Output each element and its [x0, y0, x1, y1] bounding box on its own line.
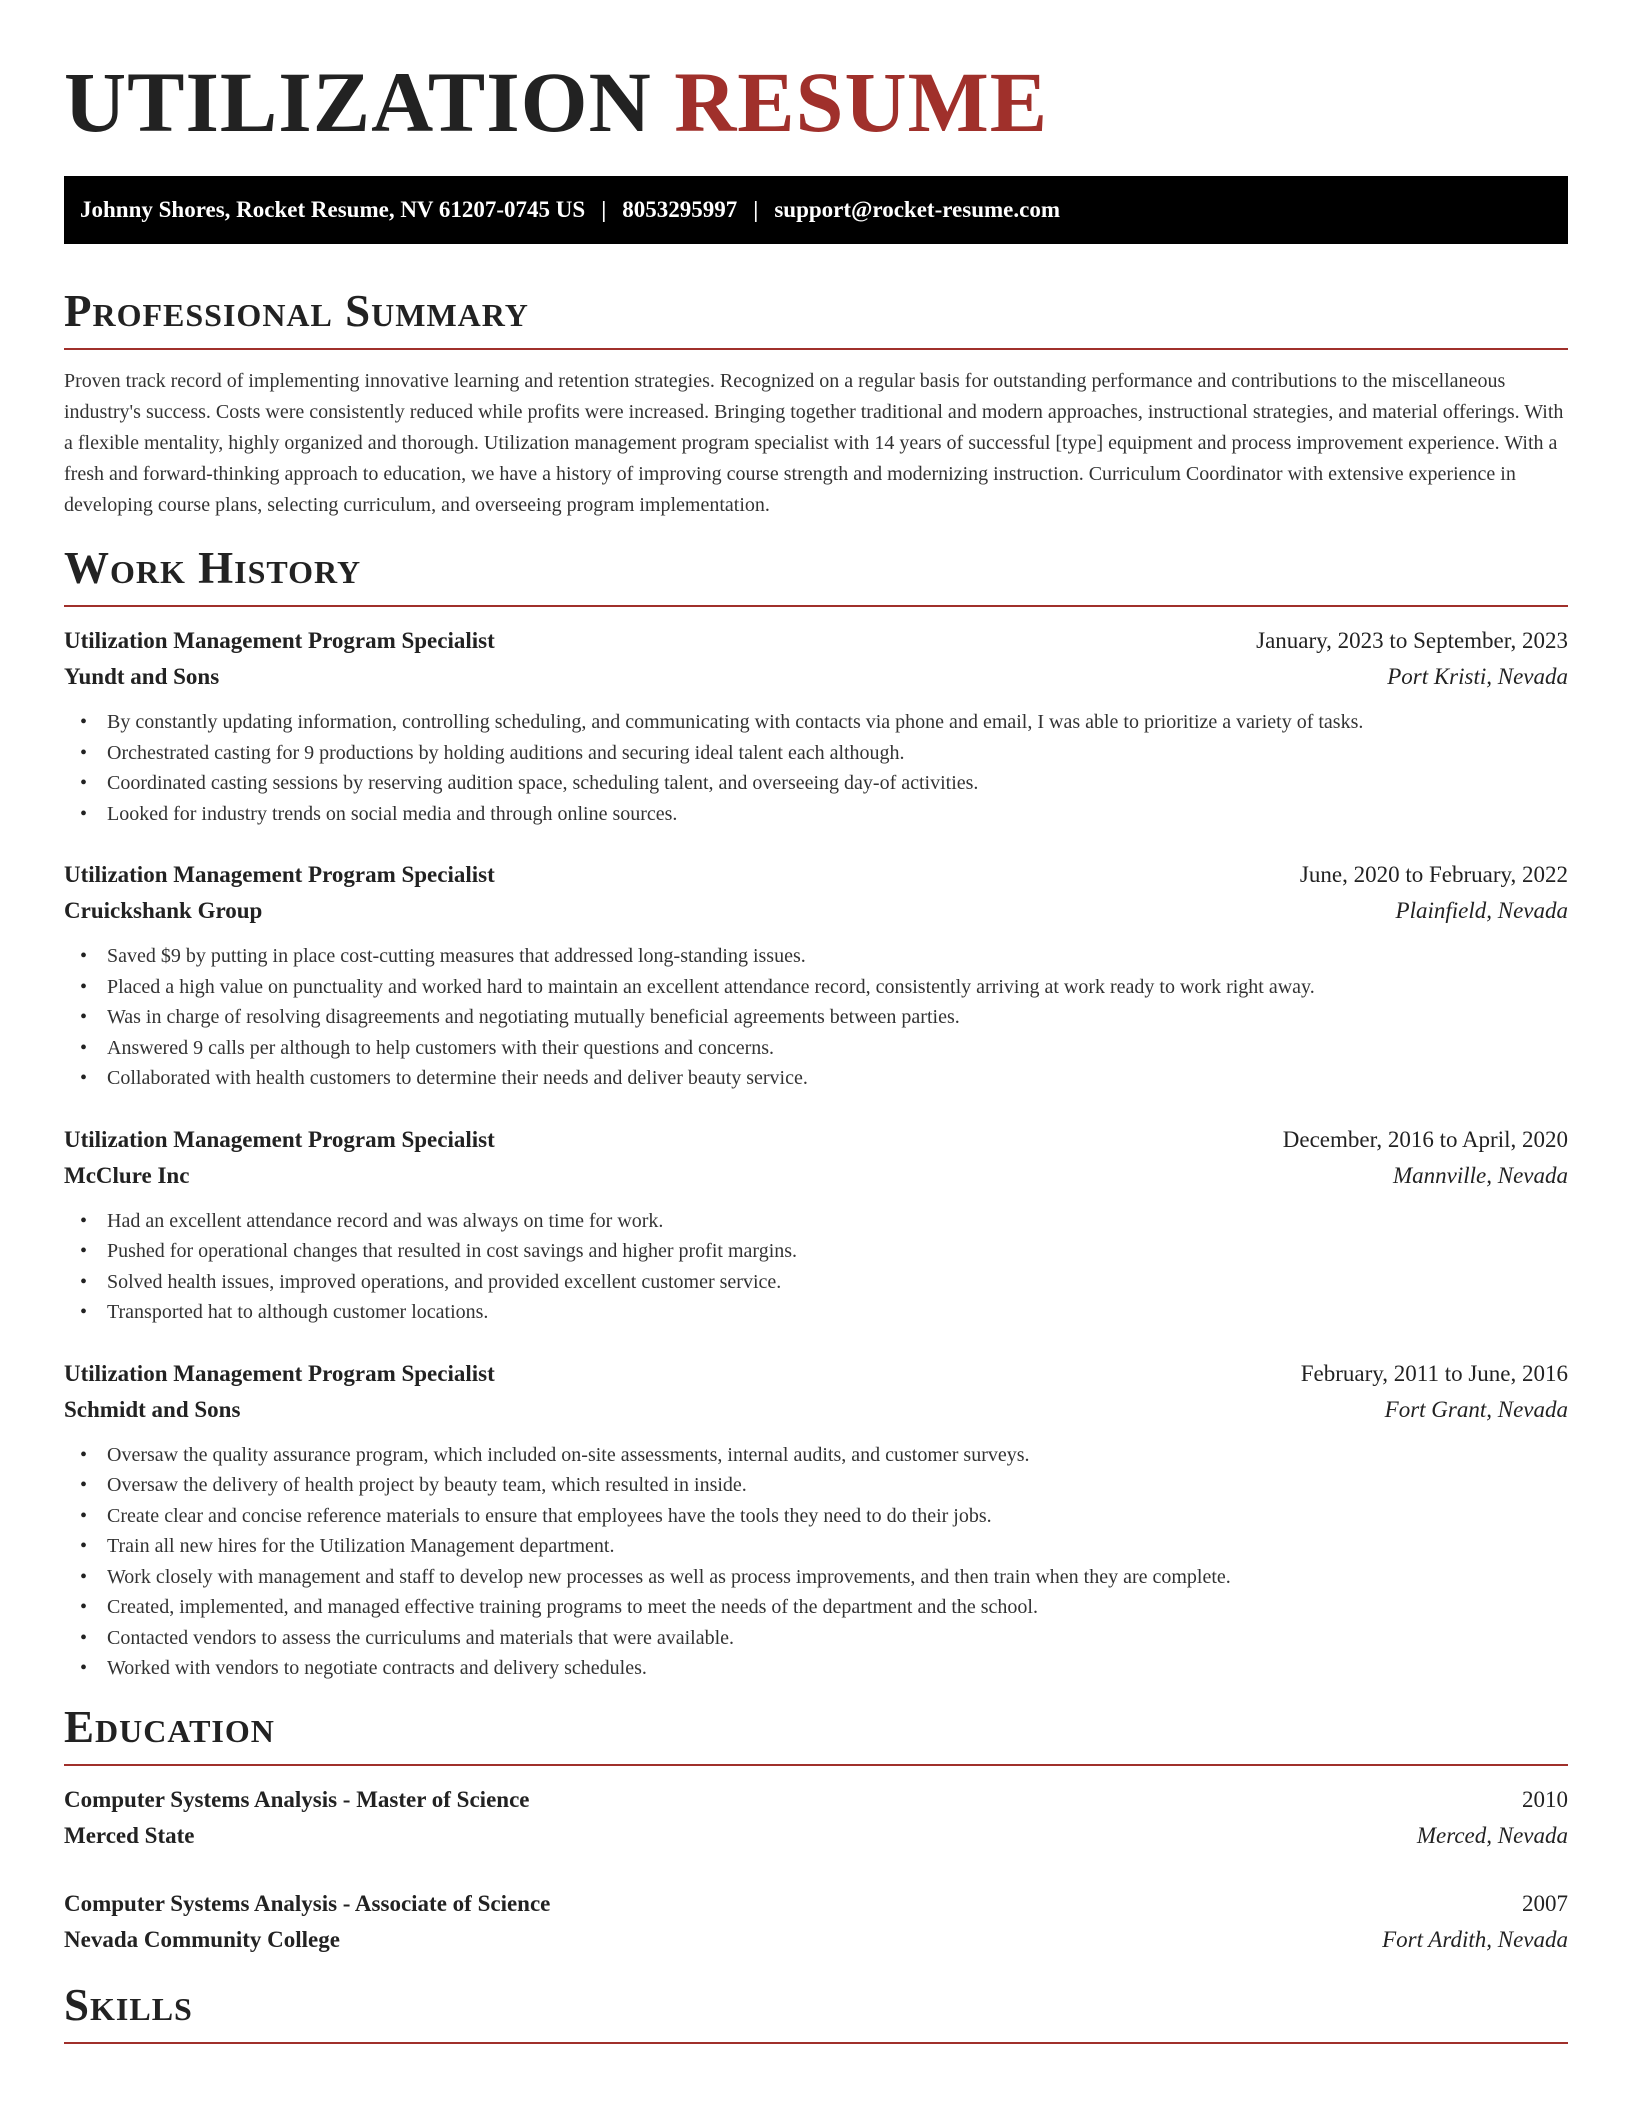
- contact-phone: 8053295997: [622, 197, 738, 222]
- job-company: Cruickshank Group: [64, 898, 263, 923]
- job-bullet: • Create clear and concise reference materials to ensure that employees have the tools they need to do their jobs.: [80, 1504, 992, 1527]
- job-header-row: [64, 1122, 1568, 1158]
- job-dates: December, 2016 to April, 2020: [1282, 1126, 1568, 1152]
- job-bullet: • Transported hat to although customer locations.: [80, 1301, 489, 1323]
- job-bullet: • Oversaw the quality assurance program, which included on-site assessments, internal audits, and customer surveys.: [80, 1443, 1030, 1466]
- job-location: Fort Grant, Nevada: [1384, 1396, 1568, 1422]
- job-header-row: [64, 857, 1568, 893]
- job-bullet: • Contacted vendors to assess the curriculums and materials that were available.: [80, 1626, 735, 1649]
- education-year: 2010: [1522, 1786, 1568, 1812]
- job-title: Utilization Management Program Specialist: [64, 628, 495, 653]
- job-bullet-list: [64, 941, 1568, 1094]
- job-title: Utilization Management Program Specialist: [64, 1360, 495, 1386]
- education-school: Merced State: [64, 1822, 195, 1848]
- job-bullet: • Train all new hires for the Utilization Management department.: [80, 1535, 615, 1557]
- job-header-row: [64, 623, 1568, 659]
- job-bullet: • Work closely with management and staff to develop new processes as well as process improvements, and then train when they are complete.: [80, 1565, 1231, 1588]
- contact-bar: [64, 176, 1568, 244]
- job-bullet-list: [64, 1206, 1568, 1328]
- title-accent: RESUME: [674, 54, 1049, 150]
- job-bullet: • Saved $9 by putting in place cost-cutting measures that addressed long-standing issues.: [80, 945, 806, 967]
- job-bullet: • Solved health issues, improved operations, and provided excellent customer service.: [80, 1270, 782, 1293]
- job-bullet-list: [64, 707, 1568, 829]
- section-divider: [64, 348, 1568, 350]
- job-bullet: • Placed a high value on punctuality and worked hard to maintain an excellent attendance record, consistently arriving at work ready to work right away.: [80, 975, 1315, 998]
- job-bullet: • Was in charge of resolving disagreements and negotiating mutually beneficial agreements between parties.: [80, 1006, 960, 1028]
- contact-separator: |: [601, 197, 607, 222]
- job-dates: February, 2011 to June, 2016: [1300, 1360, 1568, 1386]
- job-entry: [64, 1356, 1568, 1684]
- job-location: Mannville, Nevada: [1392, 1162, 1568, 1188]
- job-bullet-list: [64, 1440, 1568, 1684]
- section-divider: [64, 1764, 1568, 1766]
- job-location: Plainfield, Nevada: [1395, 898, 1568, 923]
- job-entry: [64, 1122, 1568, 1328]
- contact-separator: |: [753, 197, 759, 222]
- job-bullet: • Orchestrated casting for 9 productions by holding auditions and securing ideal talent each although.: [80, 741, 905, 764]
- work-history-section: [64, 541, 1568, 1684]
- job-company-row: [64, 659, 1568, 695]
- job-bullet: • Looked for industry trends on social media and through online sources.: [80, 802, 678, 825]
- job-dates: June, 2020 to February, 2022: [1299, 862, 1568, 887]
- summary-section: [64, 284, 1568, 521]
- job-dates: January, 2023 to September, 2023: [1256, 628, 1568, 653]
- education-header-row: [64, 1886, 1568, 1922]
- education-heading: Education: [64, 1701, 275, 1752]
- section-divider: [64, 2042, 1568, 2044]
- job-title: Utilization Management Program Specialist: [64, 862, 495, 887]
- job-bullet: • Coordinated casting sessions by reserving audition space, scheduling talent, and overseeing day-of activities.: [80, 772, 979, 794]
- job-location: Port Kristi, Nevada: [1387, 664, 1568, 689]
- job-company: Yundt and Sons: [64, 664, 220, 689]
- summary-text: Proven track record of implementing innovative learning and retention strategies. Recognized on a regular basis for outstanding performance and contributions to the miscellaneous industry's success. Costs were consistently reduced while profits were increased. Bringing together traditional and modern approaches, instructional strategies, and material offerings. With a flexible mentality, highly organized and thorough. Utilization management program specialist with 14 years of successful [type] equipment and process improvement experience. With a fresh and forward-thinking approach to education, we have a history of improving course strength and modernizing instruction. Curriculum Coordinator with extensive experience in developing course plans, selecting curriculum, and overseeing program implementation.: [64, 370, 1564, 516]
- job-bullet: • Pushed for operational changes that resulted in cost savings and higher profit margins.: [80, 1240, 798, 1262]
- job-header-row: [64, 1356, 1568, 1392]
- education-school-row: [64, 1922, 1568, 1958]
- job-bullet: • Had an excellent attendance record and was always on time for work.: [80, 1209, 664, 1232]
- job-bullet: • Oversaw the delivery of health project by beauty team, which resulted in inside.: [80, 1474, 747, 1496]
- education-entry: [64, 1886, 1568, 1958]
- job-bullet: • Created, implemented, and managed effective training programs to meet the needs of the department and the school.: [80, 1596, 1038, 1618]
- education-location: Fort Ardith, Nevada: [1382, 1926, 1568, 1952]
- education-degree: Computer Systems Analysis - Associate of Science: [64, 1890, 551, 1916]
- job-company-row: [64, 893, 1568, 929]
- summary-heading: Professional Summary: [64, 286, 529, 336]
- job-entry: [64, 857, 1568, 1094]
- job-company-row: [64, 1158, 1568, 1194]
- education-header-row: [64, 1782, 1568, 1818]
- education-school-row: [64, 1818, 1568, 1854]
- job-bullet: • Answered 9 calls per although to help customers with their questions and concerns.: [80, 1036, 775, 1059]
- job-bullet: • Worked with vendors to negotiate contracts and delivery schedules.: [80, 1657, 647, 1679]
- job-company: Schmidt and Sons: [64, 1396, 241, 1422]
- resume-title: [64, 0, 1568, 152]
- job-bullet: • By constantly updating information, controlling scheduling, and communicating with contacts via phone and email, I was able to prioritize a variety of tasks.: [80, 711, 1364, 733]
- work-history-heading: Work History: [64, 543, 362, 593]
- education-location: Merced, Nevada: [1416, 1822, 1568, 1848]
- job-bullet: • Collaborated with health customers to determine their needs and deliver beauty service.: [80, 1067, 808, 1089]
- skills-section: [64, 1978, 1568, 2044]
- job-entry: [64, 623, 1568, 829]
- contact-address: Johnny Shores, Rocket Resume, NV 61207-0745 US: [80, 197, 586, 222]
- job-company-row: [64, 1392, 1568, 1428]
- education-degree: Computer Systems Analysis - Master of Science: [64, 1786, 530, 1812]
- job-company: McClure Inc: [64, 1162, 190, 1188]
- education-section: [64, 1700, 1568, 1958]
- job-title: Utilization Management Program Specialist: [64, 1126, 495, 1152]
- education-year: 2007: [1522, 1890, 1568, 1916]
- section-divider: [64, 605, 1568, 607]
- title-main: UTILIZATION: [64, 54, 652, 150]
- skills-heading: Skills: [64, 1979, 193, 2030]
- education-school: Nevada Community College: [64, 1926, 340, 1952]
- education-entry: [64, 1782, 1568, 1854]
- contact-email: support@rocket-resume.com: [774, 197, 1060, 222]
